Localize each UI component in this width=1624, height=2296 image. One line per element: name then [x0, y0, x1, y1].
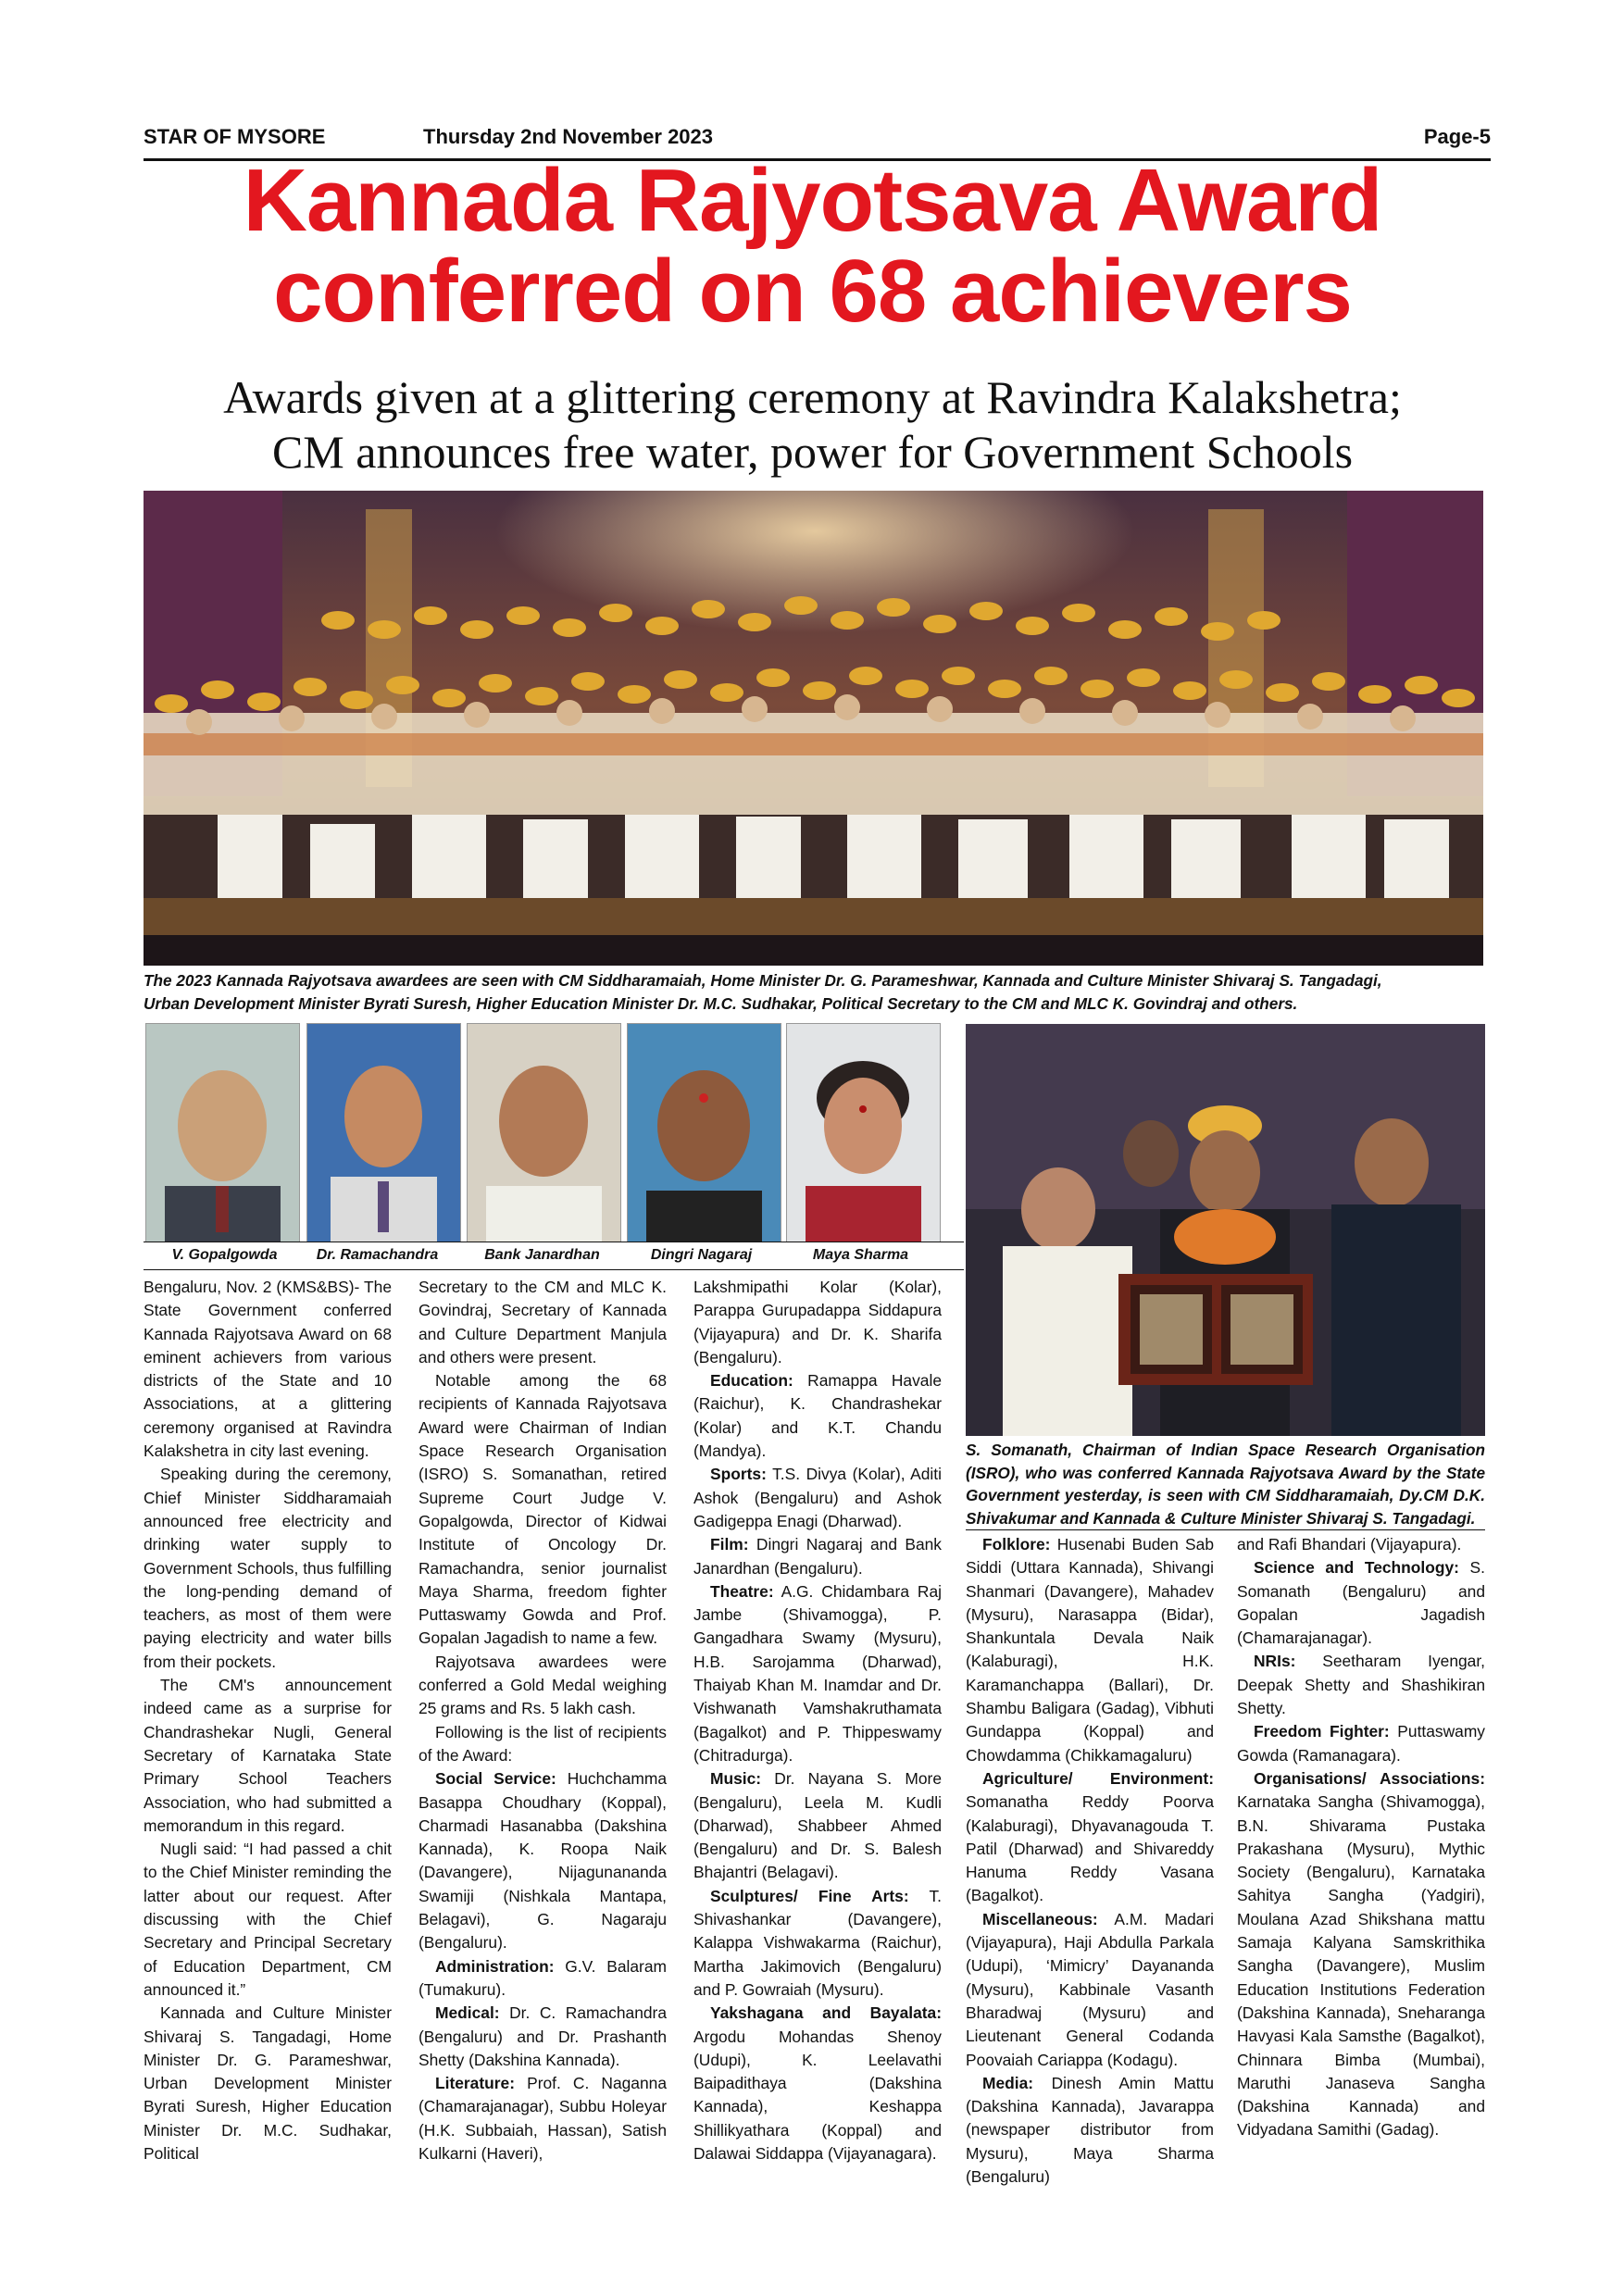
category-label: Medical:: [435, 2003, 500, 2023]
award-category: [693, 1463, 942, 1533]
portrait-photo: [306, 1023, 461, 1242]
article-column-5: [1237, 1533, 1485, 2142]
award-category: [418, 2072, 667, 2165]
portrait-name: Dingri Nagaraj: [650, 1247, 753, 1263]
category-recipients: Prof. C. Naganna (Chamarajanagar), Subbu Holeyar (H.K. Subbaiah, Hassan), Satish Kulkarni (Haveri),: [418, 2074, 667, 2163]
award-category: [693, 2002, 942, 2165]
category-label: Folklore:: [982, 1535, 1051, 1554]
article-paragraph: and Rafi Bhandari (Vijayapura).: [1237, 1535, 1462, 1554]
category-label: Yakshagana and Bayalata:: [710, 2003, 942, 2023]
category-recipients: Husenabi Buden Sab Siddi (Uttara Kannada), Shivangi Shanmari (Davangere), Mahadev (Mysuru), Narasappa (Bidar), Shankuntala Devala Naik (Kalaburagi), H.K. Karamanchappa (Ballari), Dr. Shambu Baligara (Gadag), Vibhuti Gundappa (Koppal) and Chowdamma (Chikkamagaluru): [966, 1535, 1214, 1765]
award-category: [1237, 1720, 1485, 1767]
category-recipients: A.M. Madari (Vijayapura), Haji Abdulla Parkala (Udupi), ‘Mimicry’ Dayananda (Mysuru), Kabbinale Vasanth Bharadwaj (Mysuru) and Lieutenant General Codanda Poovaiah Cariappa (Kodagu).: [966, 1909, 1214, 2069]
subheadline-line-2: CM announces free water, power for Government Schools: [271, 425, 1354, 478]
award-category: [693, 1767, 942, 1884]
category-recipients: Dr. Nayana S. More (Bengaluru), Leela M. Kudli (Dharwad), Shabbeer Ahmed (Bengaluru) and Dr. S. Balesh Bhajantri (Belagavi).: [693, 1769, 942, 1882]
award-category: [1237, 1650, 1485, 1720]
main-ceremony-photo: [144, 491, 1483, 966]
award-category: [693, 1580, 942, 1767]
portrait-rule: [144, 1269, 964, 1270]
subheadline-line-1: Awards given at a glittering ceremony at Ravindra Kalakshetra;: [223, 371, 1402, 423]
category-recipients: Somanatha Reddy Poorva (Kalaburagi), Dhyavanagouda T. Patil (Dharwad) and Shivareddy Hanuma Reddy Vasana (Bagalkot).: [966, 1792, 1214, 1905]
category-label: Administration:: [435, 1956, 555, 1976]
headline-line-1: Kannada Rajyotsava Award: [243, 151, 1382, 250]
portrait-strip: [144, 1023, 964, 1243]
headline-line-2: conferred on 68 achievers: [273, 241, 1352, 341]
headline: [111, 151, 1514, 341]
category-recipients: S. Somanath (Bengaluru) and Gopalan Jagadish (Chamarajanagar).: [1237, 1558, 1485, 1648]
article-paragraph: Notable among the 68 recipients of Kannada Rajyotsava Award were Chairman of Indian Space Research Organisation (ISRO) S. Somanathan, retired Supreme Court Judge V. Gopalgowda, Director of Kidwai Institute of Oncology Dr. Ramachandra, senior journalist Maya Sharma, freedom fighter Puttaswamy Gowda and Prof. Gopalan Jagadish to name a few.: [418, 1371, 667, 1648]
portrait-photo: [627, 1023, 781, 1242]
award-category: [418, 2002, 667, 2072]
category-label: Organisations/ Associations:: [1254, 1768, 1485, 1788]
portrait-name: Maya Sharma: [812, 1247, 909, 1263]
category-recipients: Seetharam Iyengar, Deepak Shetty and Shashikiran Shetty.: [1237, 1652, 1485, 1718]
category-recipients: A.G. Chidambara Raj Jambe (Shivamogga), P. Gangadhara Swamy (Mysuru), H.B. Sarojamma (Dharwad), Thaiyab Khan M. Inamdar and Dr. Vishwanath Vamshakruthamata (Bagalkot) and P. Thippeswamy (Chitradurga).: [693, 1581, 942, 1765]
award-category: [693, 1369, 942, 1463]
category-recipients: Ramappa Havale (Raichur), K. Chandrashekar (Kolar) and K.T. Chandu (Mandya).: [693, 1371, 942, 1461]
award-category: [693, 1885, 942, 2002]
category-label: Music:: [710, 1769, 762, 1789]
main-caption-line-1: The 2023 Kannada Rajyotsava awardees are seen with CM Siddharamaiah, Home Minister Dr. G. Parameshwar, Kannada and Culture Minister Shivaraj S. Tangadagi,: [144, 971, 1382, 990]
category-label: Media:: [982, 2073, 1034, 2092]
category-label: Miscellaneous:: [982, 1909, 1098, 1928]
issue-date: Thursday 2nd November 2023: [423, 125, 714, 148]
category-label: Freedom Fighter:: [1254, 1722, 1390, 1741]
article-paragraph: Bengaluru, Nov. 2 (KMS&BS)- The State Government conferred Kannada Rajyotsava Award on 68 eminent achievers from various districts of the State and 10 Associations, at a glittering ceremony organised at Ravindra Kalakshetra in city last evening.: [144, 1278, 392, 1461]
category-label: Film:: [710, 1535, 749, 1554]
main-photo-caption: [144, 969, 1495, 1016]
article-column-1: [144, 1276, 392, 2165]
article-paragraph: Secretary to the CM and MLC K. Govindraj, Secretary of Kannada and Culture Department Manjula and others were present.: [418, 1278, 667, 1366]
award-category: [966, 1908, 1214, 2072]
category-recipients: T.S. Divya (Kolar), Aditi Ashok (Bengaluru) and Ashok Gadigeppa Enagi (Dharwad).: [693, 1465, 942, 1530]
category-label: Theatre:: [710, 1581, 774, 1601]
category-recipients: Huchchamma Basappa Choudhary (Koppal), Charmadi Hasanabba (Dakshina Kannada), K. Roopa Naik (Davangere), Nijagunananda Swamiji (Nishkala Mantapa, Belagavi), G. Nagaraju (Bengaluru).: [418, 1769, 667, 1953]
award-category: [418, 1955, 667, 2003]
article-paragraph: Kannada and Culture Minister Shivaraj S. Tangadagi, Home Minister Dr. G. Parameshwar, Urban Development Minister Byrati Suresh, Higher Education Minister Dr. M.C. Sudhakar, Political: [144, 2003, 392, 2163]
side-caption-rule: [966, 1529, 1485, 1530]
category-recipients: Puttaswamy Gowda (Ramanagara).: [1237, 1722, 1486, 1765]
portrait-photo: [145, 1023, 300, 1242]
somanath-photo-caption: S. Somanath, Chairman of Indian Space Research Organisation (ISRO), who was conferred Kannada Rajyotsava Award by the State Government yesterday, is seen with CM Siddharamaiah, Dy.CM D.K. Shivakumar and Kannada & Culture Minister Shivaraj S. Tangadagi.: [966, 1441, 1485, 1528]
category-label: Education:: [710, 1371, 793, 1391]
category-recipients: Dinesh Amin Mattu (Dakshina Kannada), Javarappa (newspaper distributor from Mysuru), Maya Sharma (Bengaluru): [966, 2073, 1214, 2187]
award-category: [966, 1533, 1214, 1767]
article-paragraph: Speaking during the ceremony, Chief Minister Siddharamaiah announced free electricity and drinking water supply to Government Schools, thus fulfilling the long-pending demand of teachers, as most of them were paying electricity and water bills from their pockets.: [144, 1465, 392, 1671]
category-label: Agriculture/ Environment:: [982, 1768, 1214, 1788]
somanath-award-photo: [966, 1024, 1485, 1436]
category-label: Sculptures/ Fine Arts:: [710, 1886, 909, 1905]
portrait-name: V. Gopalgowda: [171, 1247, 278, 1263]
page-number: Page-5: [1423, 125, 1491, 148]
article-column-3: [693, 1276, 942, 2165]
category-recipients: Argodu Mohandas Shenoy (Udupi), K. Leelavathi Baipadithaya (Dakshina Kannada), Keshappa Shillikyathara (Koppal) and Dalawai Siddappa (Vijayanagara).: [693, 2027, 942, 2163]
article-paragraph: Lakshmipathi Kolar (Kolar), Parappa Gurupadappa Siddapura (Vijayapura) and Dr. K. Sharifa (Bengaluru).: [693, 1278, 942, 1366]
article-paragraph: The CM's announcement indeed came as a surprise for Chandrashekar Nugli, General Secretary of Karnataka State Primary School Teachers Association, who had submitted a memorandum in this regard.: [144, 1676, 392, 1835]
category-recipients: Dingri Nagaraj and Bank Janardhan (Bengaluru).: [693, 1535, 942, 1578]
award-category: [1237, 1767, 1485, 2142]
award-category: [418, 1767, 667, 1954]
article-column-4: [966, 1533, 1214, 2189]
category-recipients: G.V. Balaram (Tumakuru).: [418, 1956, 667, 1999]
article-paragraph: Nugli said: “I had passed a chit to the Chief Minister reminding the latter about our request. After discussing with the Chief Secretary and Principal Secretary of Education Department, CM announced it.”: [144, 1840, 392, 1999]
article-column-2: [418, 1276, 667, 2165]
category-label: Science and Technology:: [1254, 1558, 1459, 1578]
award-category: [693, 1533, 942, 1580]
portrait-photo: [467, 1023, 621, 1242]
paper-name: STAR OF MYSORE: [144, 125, 326, 148]
category-label: NRIs:: [1254, 1652, 1296, 1671]
portrait-name: Dr. Ramachandra: [316, 1247, 439, 1263]
category-label: Literature:: [435, 2074, 516, 2093]
category-recipients: Karnataka Sangha (Shivamogga), B.N. Shivarama Pustaka Prakashana (Mysuru), Mythic Society (Bengaluru), Karnataka Sahitya Sangha (Yadgiri), Moulana Azad Shikshana mattu Samaja Kalyana Samskrithika Sangha (Davangere), Muslim Education Institutions Federation (Dakshina Kannada), Sneharanga Havyasi Kala Samsthe (Bagalkot), Chinnara Bimba (Mumbai), Maruthi Janaseva Sangha (Dakshina Kannada) and Vidyadana Samithi (Gadag).: [1237, 1792, 1485, 2140]
main-caption-line-2: Urban Development Minister Byrati Suresh, Higher Education Minister Dr. M.C. Sudhakar, Political Secretary to the CM and MLC K. Govindraj and others.: [144, 993, 1298, 1013]
award-category: [1237, 1556, 1485, 1650]
award-category: [966, 1767, 1214, 1908]
category-label: Social Service:: [435, 1769, 556, 1789]
article-paragraph: Following is the list of recipients of the Award:: [418, 1722, 667, 1765]
portrait-name: Bank Janardhan: [484, 1247, 600, 1263]
article-paragraph: Rajyotsava awardees were conferred a Gold Medal weighing 25 grams and Rs. 5 lakh cash.: [418, 1652, 667, 1718]
category-recipients: T. Shivashankar (Davangere), Kalappa Vishwakarma (Raichur), Martha Jakimovich (Bengaluru) and P. Gowraiah (Mysuru).: [693, 1886, 942, 1999]
category-recipients: Dr. C. Ramachandra (Bengaluru) and Dr. Prashanth Shetty (Dakshina Kannada).: [418, 2003, 667, 2069]
award-category: [966, 2072, 1214, 2189]
subheadline: [111, 370, 1514, 479]
portrait-photo: [786, 1023, 941, 1242]
category-label: Sports:: [710, 1465, 767, 1484]
